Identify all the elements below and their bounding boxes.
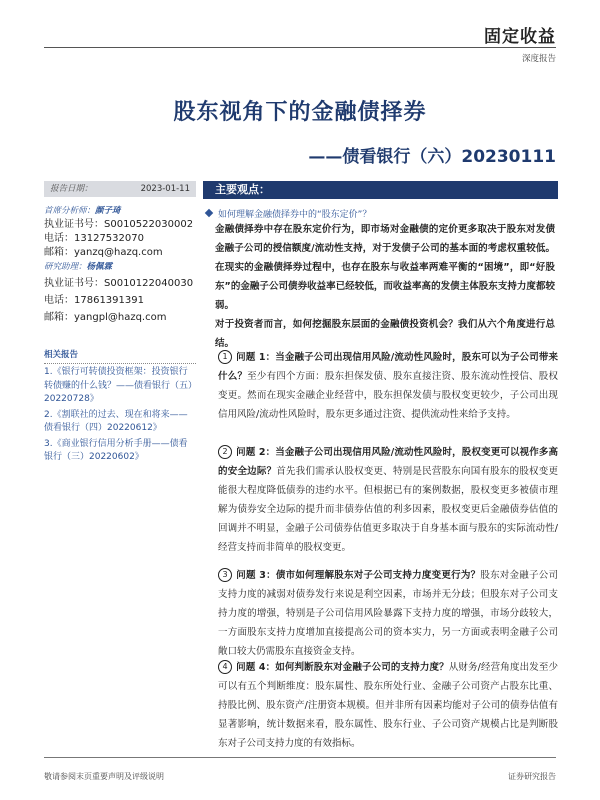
related-reports-list <box>44 366 196 467</box>
assistant-role-label: 研究助理： <box>44 262 87 272</box>
question-item-2 <box>218 443 558 557</box>
main-title: 股东视角下的金融债择券 <box>173 100 427 125</box>
report-type: 固定收益 <box>484 27 556 47</box>
question-number-1: 1 <box>218 350 232 364</box>
chief-phone: 电话：13127532070 <box>44 233 144 244</box>
question-4-title: 问题 4：如何判断股东对金融子公司的支持力度？ <box>236 662 449 673</box>
report-date-bar <box>44 181 196 197</box>
question-3-text: 股东对金融子公司支持力度的减弱对债券发行来说是利空因素，市场并无分歧；但股东对子公司支持力度的增强，特别是子公司信用风险暴露下支持力度的增强，市场分歧较大，一方面股东支持力度增加直接提高公司的资本实力，另一方面或表明金融子公司敞口较大仍需股东直接资金支持。 <box>218 570 558 657</box>
question-2-title: 问题 2：当金融子公司出现信用风险/流动性风险时，股权变更可以视作多高的安全边际？ <box>218 447 558 477</box>
header-rule <box>44 47 556 48</box>
question-3-title: 问题 3：债市如何理解股东对子公司支持力度变更行为？ <box>236 570 481 581</box>
related-report-item[interactable]: 3.《商业银行信用分析手册——债看银行（三）20220602》 <box>44 438 188 462</box>
question-2-text: 首先我们需承认股权变更、特别是民营股东向国有股东的股权变更能很大程度降低债券的违约水平。但根据已有的案例数据，股权变更多被债市理解为债券安全边际的提升而非债券估值的利多因素，股权变更后金融债券估值的回调并不明显，金融子公司债券估值更多取决于自身基本面与股东的实际流动性/经营支持而非简单的股权变更。 <box>218 466 558 553</box>
investor-paragraph: 对于投资者而言，如何挖掘股东层面的金融债投资机会？我们从六个角度进行总结。 <box>215 319 555 349</box>
analyst-block <box>44 204 196 325</box>
chief-role-label: 首席分析师： <box>44 206 96 216</box>
related-report-item[interactable]: 1.《银行可转债投资框架：投资银行转债赚的什么钱？——债看银行（五）20220728》 <box>44 367 193 404</box>
sub-title: ——债看银行（六）20230111 <box>308 147 556 167</box>
intro-paragraph: 金融债择券中存在股东定价行为，即市场对金融债的定价更多取决于股东对发债金融子公司的授信额度/流动性支持，对于发债子公司的基本面的考虑权重较低。在现实的金融债择券过程中，也存在股东与收益率两难平衡的“困境”，即“好股东”的金融子公司债券收益率已经较低，而收益率高的发债主体股东支持力度都较弱。 <box>215 224 555 311</box>
assistant-name: 杨佩霖 <box>86 262 113 272</box>
report-date-value: 2023-01-11 <box>140 184 190 194</box>
question-heading-text: 如何理解金融债择券中的“股东定价”？ <box>218 210 372 220</box>
question-4-text: 从财务/经营角度出发至少可以有五个判断维度：股东属性、股东所处行业、金融子公司资产占股东比重、持股比例、股东资产/注册资本规模。但并非所有因素均能对子公司的债券估值有显著影响，统计数据来看，股东属性、股东行业、子公司资产规模占比是判断股东对子公司支持力度的有效指标。 <box>218 662 558 749</box>
footer-disclaimer: 敬请参阅末页重要声明及评级说明 <box>44 772 164 781</box>
footer-rule <box>44 757 556 758</box>
assistant-cert: 执业证书号：S0010122040030 <box>44 278 194 289</box>
assistant-phone: 电话：17861391391 <box>44 295 144 306</box>
related-report-item[interactable]: 2.《割联社的过去、现在和将来——债看银行（四）20220612》 <box>44 409 188 433</box>
question-item-4 <box>218 658 558 753</box>
question-1-title: 问题 1：当金融子公司出现信用风险/流动性风险时，股东可以为子公司带来什么？ <box>218 352 558 382</box>
related-reports-title: 相关报告 <box>44 348 196 364</box>
question-number-3: 3 <box>218 568 232 582</box>
chief-cert: 执业证书号：S0010522030002 <box>44 219 194 230</box>
question-number-2: 2 <box>218 445 232 459</box>
question-1-text: 至少有四个方面：股东担保发债、股东直接注资、股东流动性授信、股权变更。然而在现实金融企业经营中，股东担保发债与股权变更较少，子公司出现信用风险/流动性风险时，股东更多通过注资、提供流动性来给予支持。 <box>218 371 558 420</box>
assistant-email[interactable]: 邮箱：yangpl@hazq.com <box>44 312 167 323</box>
chief-email[interactable]: 邮箱：yanzq@hazq.com <box>44 247 163 258</box>
diamond-bullet-icon <box>205 209 213 217</box>
question-item-1 <box>218 348 558 424</box>
question-heading <box>206 207 371 220</box>
report-date-label: 报告日期： <box>50 184 93 194</box>
assistant-role <box>44 260 196 274</box>
section-title-bar: 主要观点： <box>203 181 558 199</box>
report-subtype: 深度报告 <box>521 54 556 64</box>
question-item-3 <box>218 566 558 661</box>
chief-analyst-role <box>44 204 196 218</box>
question-number-4: 4 <box>218 660 232 674</box>
chief-analyst-name: 颜子琦 <box>95 206 121 216</box>
footer-report-type: 证券研究报告 <box>508 772 556 781</box>
